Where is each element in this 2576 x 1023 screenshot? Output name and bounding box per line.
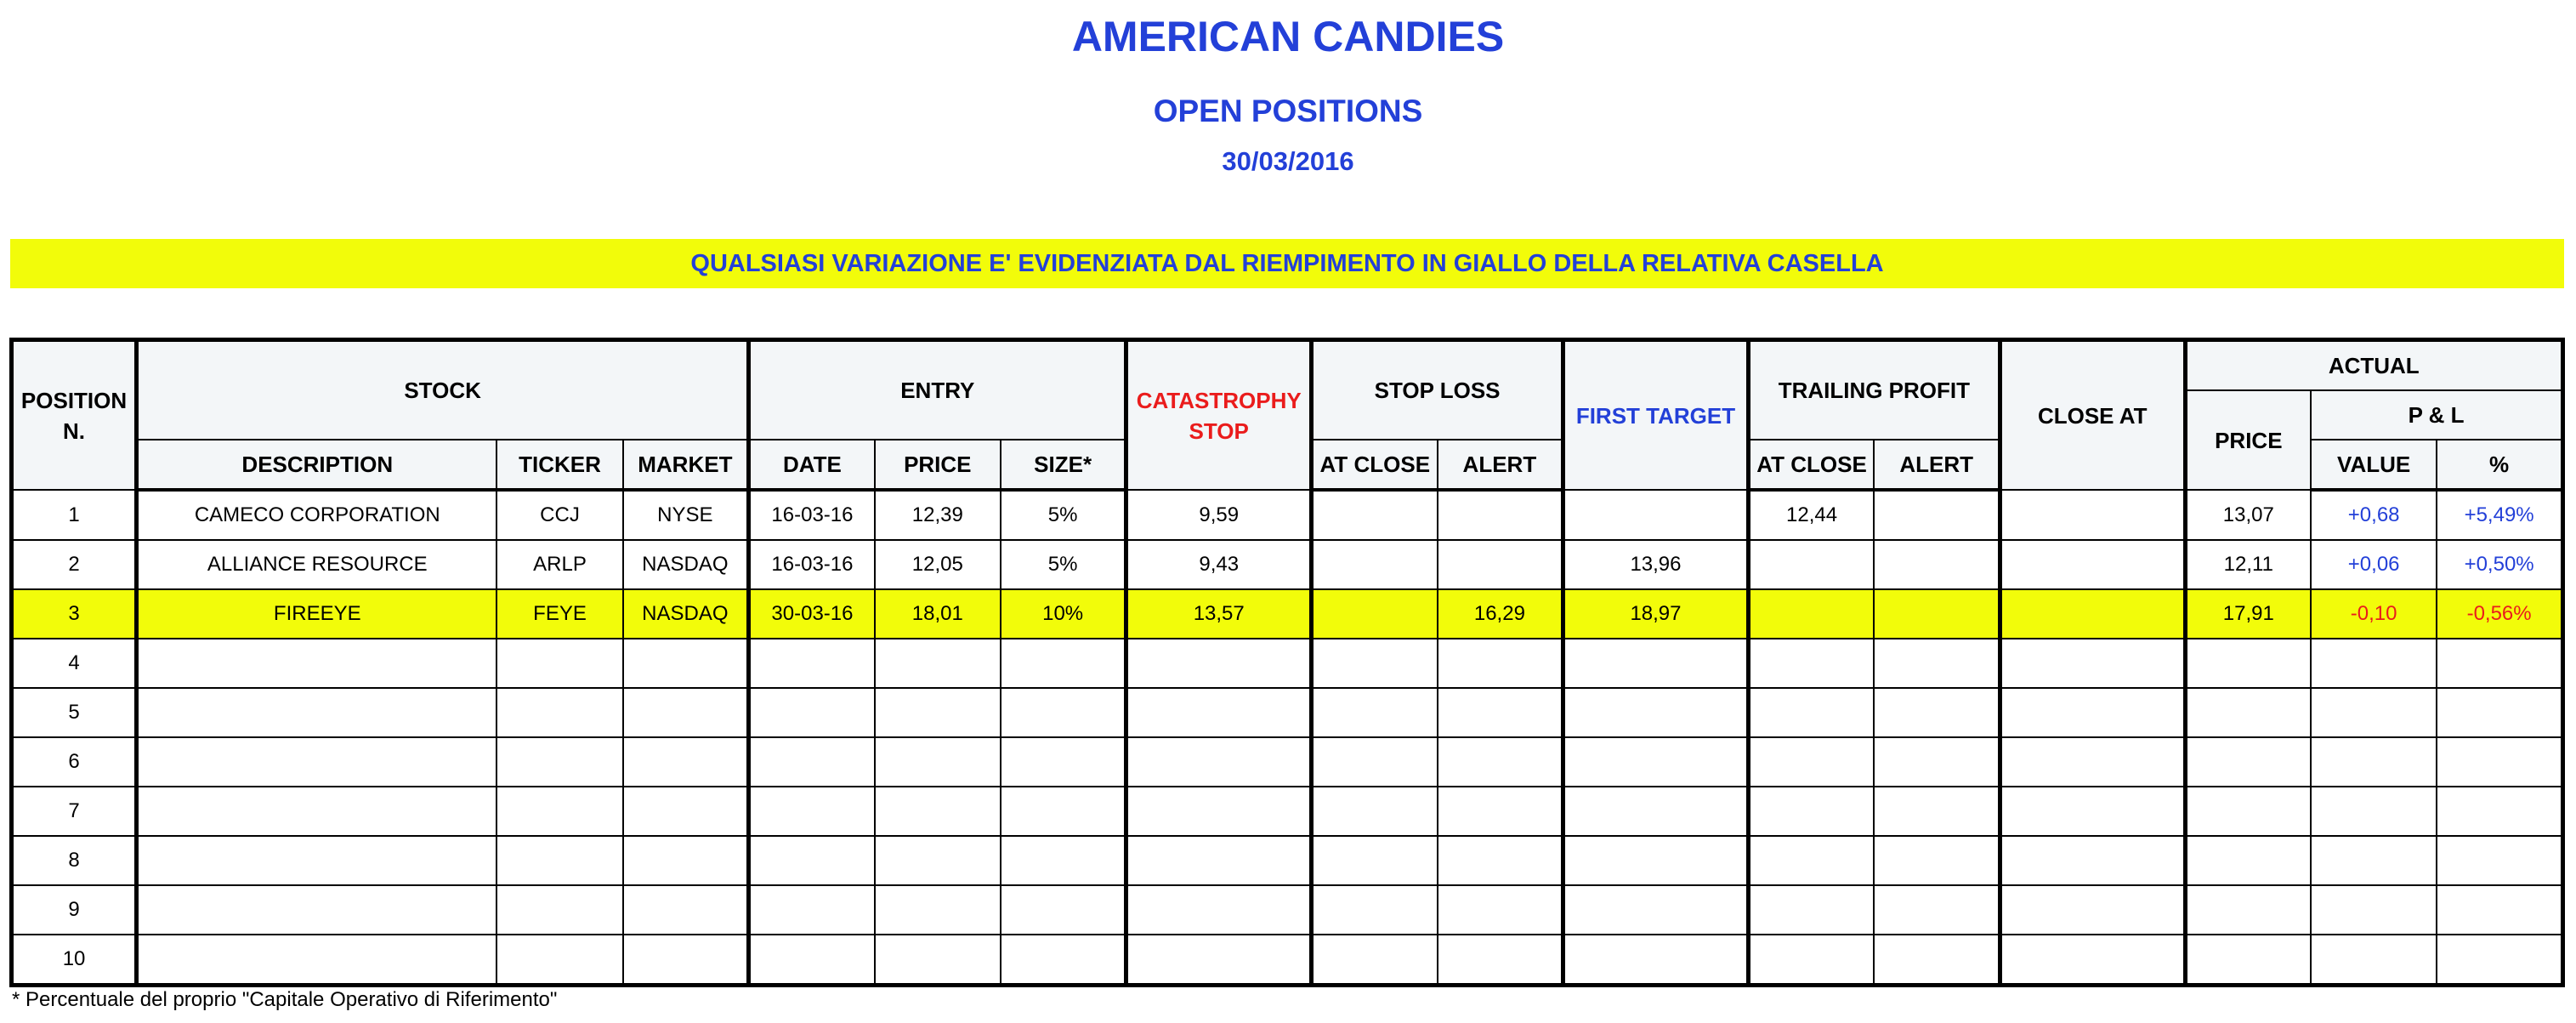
position-cell: 7 [12,787,137,836]
size-cell [1001,639,1126,688]
ticker-cell [496,836,622,885]
stop-loss-at-close-cell [1312,688,1438,737]
position-cell: 5 [12,688,137,737]
catastrophy-stop-cell: 13,57 [1126,589,1312,639]
stop-loss-alert-cell: 16,29 [1438,589,1563,639]
actual-price-cell [2185,787,2311,836]
actual-price-cell [2185,737,2311,787]
size-cell: 5% [1001,540,1126,589]
header-sl-at-close: AT CLOSE [1312,440,1438,490]
close-at-cell [2000,737,2185,787]
market-cell [623,935,749,986]
position-cell: 6 [12,737,137,787]
stop-loss-alert-cell [1438,885,1563,935]
market-cell [623,688,749,737]
first-target-cell [1563,885,1749,935]
trailing-profit-alert-cell [1874,540,2000,589]
pl-value-cell: +0,06 [2311,540,2437,589]
ticker-cell: FEYE [496,589,622,639]
actual-price-cell [2185,688,2311,737]
entry-price-cell [875,885,1001,935]
entry-date-cell [749,836,875,885]
position-cell: 9 [12,885,137,935]
position-cell: 3 [12,589,137,639]
entry-price-cell [875,935,1001,986]
trailing-profit-at-close-cell: 12,44 [1748,490,1874,540]
table-row [12,688,2563,737]
trailing-profit-alert-cell [1874,490,2000,540]
catastrophy-stop-cell [1126,787,1312,836]
pl-percent-cell [2437,787,2562,836]
size-cell [1001,885,1126,935]
description-cell: CAMECO CORPORATION [137,490,497,540]
catastrophy-stop-cell [1126,688,1312,737]
close-at-cell [2000,787,2185,836]
pl-percent-cell [2437,935,2562,986]
actual-price-cell [2185,639,2311,688]
close-at-cell [2000,688,2185,737]
ticker-cell [496,688,622,737]
header-tp-at-close: AT CLOSE [1748,440,1874,490]
stop-loss-alert-cell [1438,688,1563,737]
stop-loss-at-close-cell [1312,540,1438,589]
ticker-cell [496,737,622,787]
first-target-cell [1563,688,1749,737]
market-cell [623,836,749,885]
trailing-profit-alert-cell [1874,589,2000,639]
close-at-cell [2000,490,2185,540]
first-target-cell [1563,737,1749,787]
pl-value-cell [2311,935,2437,986]
description-cell [137,787,497,836]
header-tp-alert: ALERT [1874,440,2000,490]
table-row [12,589,2563,639]
stop-loss-at-close-cell [1312,935,1438,986]
description-cell [137,688,497,737]
close-at-cell [2000,885,2185,935]
trailing-profit-at-close-cell [1748,540,1874,589]
pl-value-cell: -0,10 [2311,589,2437,639]
close-at-cell [2000,935,2185,986]
stop-loss-alert-cell [1438,639,1563,688]
header-entry: ENTRY [749,340,1126,440]
stop-loss-at-close-cell [1312,589,1438,639]
page-subtitle: OPEN POSITIONS [1153,94,1423,128]
first-target-cell [1563,490,1749,540]
description-cell [137,836,497,885]
pl-percent-cell [2437,885,2562,935]
trailing-profit-at-close-cell [1748,935,1874,986]
header-catastrophy-stop: CATASTROPHY STOP [1126,340,1312,491]
ticker-cell [496,935,622,986]
open-positions-table [9,338,2565,987]
close-at-cell [2000,836,2185,885]
description-cell [137,935,497,986]
trailing-profit-alert-cell [1874,787,2000,836]
catastrophy-stop-cell [1126,885,1312,935]
ticker-cell [496,787,622,836]
trailing-profit-at-close-cell [1748,639,1874,688]
header-value: VALUE [2311,440,2437,490]
entry-price-cell [875,836,1001,885]
entry-price-cell [875,688,1001,737]
table-row [12,836,2563,885]
pl-percent-cell [2437,836,2562,885]
position-cell: 4 [12,639,137,688]
stop-loss-at-close-cell [1312,836,1438,885]
ticker-cell: CCJ [496,490,622,540]
entry-date-cell: 16-03-16 [749,540,875,589]
actual-price-cell [2185,885,2311,935]
first-target-cell: 18,97 [1563,589,1749,639]
actual-price-cell [2185,935,2311,986]
close-at-cell [2000,639,2185,688]
pl-value-cell [2311,885,2437,935]
description-cell: FIREEYE [137,589,497,639]
entry-date-cell [749,639,875,688]
trailing-profit-alert-cell [1874,935,2000,986]
entry-date-cell [749,737,875,787]
header-entry-price: PRICE [875,440,1001,490]
ticker-cell [496,885,622,935]
table-row [12,787,2563,836]
stop-loss-alert-cell [1438,737,1563,787]
entry-date-cell [749,787,875,836]
actual-price-cell: 13,07 [2185,490,2311,540]
stop-loss-at-close-cell [1312,737,1438,787]
table-row [12,737,2563,787]
header-market: MARKET [623,440,749,490]
header-actual: ACTUAL [2185,340,2562,391]
pl-value-cell [2311,639,2437,688]
size-cell [1001,737,1126,787]
market-cell [623,885,749,935]
first-target-cell [1563,787,1749,836]
pl-value-cell: +0,68 [2311,490,2437,540]
entry-price-cell: 18,01 [875,589,1001,639]
trailing-profit-at-close-cell [1748,688,1874,737]
catastrophy-stop-cell [1126,935,1312,986]
header-pl: P & L [2311,390,2562,440]
entry-price-cell [875,787,1001,836]
header-trailing-profit: TRAILING PROFIT [1748,340,2000,440]
header-sl-alert: ALERT [1438,440,1563,490]
footnote: * Percentuale del proprio "Capitale Operativo di Riferimento" [12,988,558,1011]
trailing-profit-alert-cell [1874,885,2000,935]
description-cell [137,885,497,935]
entry-date-cell: 16-03-16 [749,490,875,540]
position-cell: 2 [12,540,137,589]
report-date: 30/03/2016 [1222,146,1354,176]
first-target-cell [1563,935,1749,986]
position-cell: 10 [12,935,137,986]
market-cell [623,787,749,836]
size-cell: 10% [1001,589,1126,639]
trailing-profit-at-close-cell [1748,836,1874,885]
stop-loss-at-close-cell [1312,639,1438,688]
entry-price-cell: 12,39 [875,490,1001,540]
entry-date-cell [749,935,875,986]
page-title: AMERICAN CANDIES [1071,13,1505,60]
market-cell: NASDAQ [623,540,749,589]
table-row [12,885,2563,935]
pl-percent-cell [2437,688,2562,737]
stop-loss-at-close-cell [1312,885,1438,935]
entry-date-cell [749,885,875,935]
ticker-cell: ARLP [496,540,622,589]
close-at-cell [2000,540,2185,589]
header-date: DATE [749,440,875,490]
header-position: POSITION N. [12,340,137,491]
market-cell: NASDAQ [623,589,749,639]
pl-value-cell [2311,787,2437,836]
pl-percent-cell: -0,56% [2437,589,2562,639]
market-cell [623,639,749,688]
stop-loss-at-close-cell [1312,490,1438,540]
trailing-profit-alert-cell [1874,688,2000,737]
entry-price-cell [875,639,1001,688]
market-cell: NYSE [623,490,749,540]
actual-price-cell: 12,11 [2185,540,2311,589]
stop-loss-alert-cell [1438,490,1563,540]
table-row [12,639,2563,688]
trailing-profit-at-close-cell [1748,737,1874,787]
pl-value-cell [2311,688,2437,737]
entry-price-cell: 12,05 [875,540,1001,589]
header-description: DESCRIPTION [137,440,497,490]
pl-percent-cell [2437,639,2562,688]
header-percent: % [2437,440,2562,490]
pl-value-cell [2311,737,2437,787]
catastrophy-stop-cell [1126,836,1312,885]
position-cell: 8 [12,836,137,885]
header-close-at: CLOSE AT [2000,340,2185,491]
pl-percent-cell [2437,737,2562,787]
catastrophy-stop-cell [1126,737,1312,787]
header-stop-loss: STOP LOSS [1312,340,1563,440]
description-cell [137,639,497,688]
header-ticker: TICKER [496,440,622,490]
size-cell [1001,935,1126,986]
size-cell: 5% [1001,490,1126,540]
position-cell: 1 [12,490,137,540]
stop-loss-alert-cell [1438,787,1563,836]
description-cell: ALLIANCE RESOURCE [137,540,497,589]
table-row [12,935,2563,986]
catastrophy-stop-cell: 9,43 [1126,540,1312,589]
stop-loss-alert-cell [1438,540,1563,589]
catastrophy-stop-cell [1126,639,1312,688]
notice-banner: QUALSIASI VARIAZIONE E' EVIDENZIATA DAL RIEMPIMENTO IN GIALLO DELLA RELATIVA CASELLA [10,239,2564,288]
actual-price-cell [2185,836,2311,885]
trailing-profit-at-close-cell [1748,885,1874,935]
pl-value-cell [2311,836,2437,885]
first-target-cell: 13,96 [1563,540,1749,589]
header-stock: STOCK [137,340,749,440]
close-at-cell [2000,589,2185,639]
first-target-cell [1563,639,1749,688]
market-cell [623,737,749,787]
trailing-profit-alert-cell [1874,639,2000,688]
stop-loss-at-close-cell [1312,787,1438,836]
trailing-profit-alert-cell [1874,836,2000,885]
description-cell [137,737,497,787]
ticker-cell [496,639,622,688]
pl-percent-cell: +0,50% [2437,540,2562,589]
trailing-profit-at-close-cell [1748,787,1874,836]
actual-price-cell: 17,91 [2185,589,2311,639]
first-target-cell [1563,836,1749,885]
trailing-profit-alert-cell [1874,737,2000,787]
stop-loss-alert-cell [1438,935,1563,986]
size-cell [1001,836,1126,885]
stop-loss-alert-cell [1438,836,1563,885]
header-actual-price: PRICE [2185,390,2311,490]
entry-price-cell [875,737,1001,787]
header-size: SIZE* [1001,440,1126,490]
catastrophy-stop-cell: 9,59 [1126,490,1312,540]
table-row [12,490,2563,540]
pl-percent-cell: +5,49% [2437,490,2562,540]
header-first-target: FIRST TARGET [1563,340,1749,491]
trailing-profit-at-close-cell [1748,589,1874,639]
table-row [12,540,2563,589]
size-cell [1001,787,1126,836]
entry-date-cell [749,688,875,737]
entry-date-cell: 30-03-16 [749,589,875,639]
size-cell [1001,688,1126,737]
